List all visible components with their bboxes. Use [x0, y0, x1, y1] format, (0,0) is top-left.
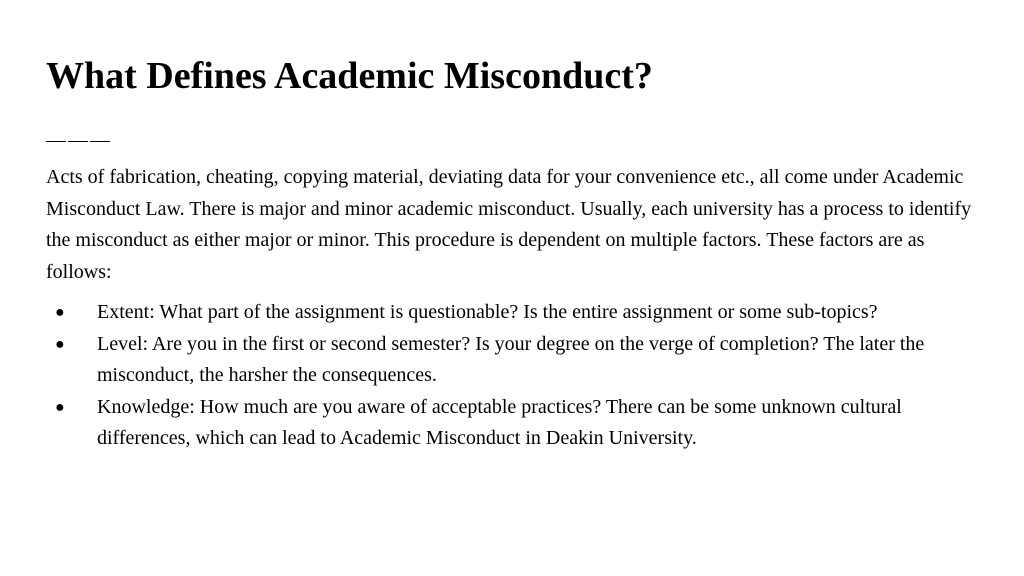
list-item-knowledge	[46, 392, 986, 455]
bullet-icon: ●	[55, 335, 65, 353]
list-item-text: Knowledge: How much are you aware of acceptable practices? There can be some unknown cultural differences, which can lead to Academic Misconduct in Deakin University.	[97, 395, 902, 449]
list-item-text: Extent: What part of the assignment is questionable? Is the entire assignment or some sub-topics?	[97, 301, 878, 323]
slide-title: What Defines Academic Misconduct?	[46, 55, 653, 97]
title-divider: ———	[46, 129, 112, 151]
list-item-extent	[46, 297, 986, 329]
factors-list	[46, 297, 986, 455]
bullet-icon: ●	[55, 398, 65, 416]
intro-paragraph: Acts of fabrication, cheating, copying material, deviating data for your convenience etc., all come under Academic Misconduct Law. There is major and minor academic misconduct. Usually, each university has a process to identify the misconduct as either major or minor. This procedure is dependent on multiple factors. These factors are as follows:	[46, 166, 972, 283]
bullet-icon: ●	[55, 304, 65, 321]
list-item-level	[46, 329, 986, 392]
list-item-text: Level: Are you in the first or second semester? Is your degree on the verge of completion? The later the misconduct, the harsher the consequences.	[97, 332, 925, 386]
